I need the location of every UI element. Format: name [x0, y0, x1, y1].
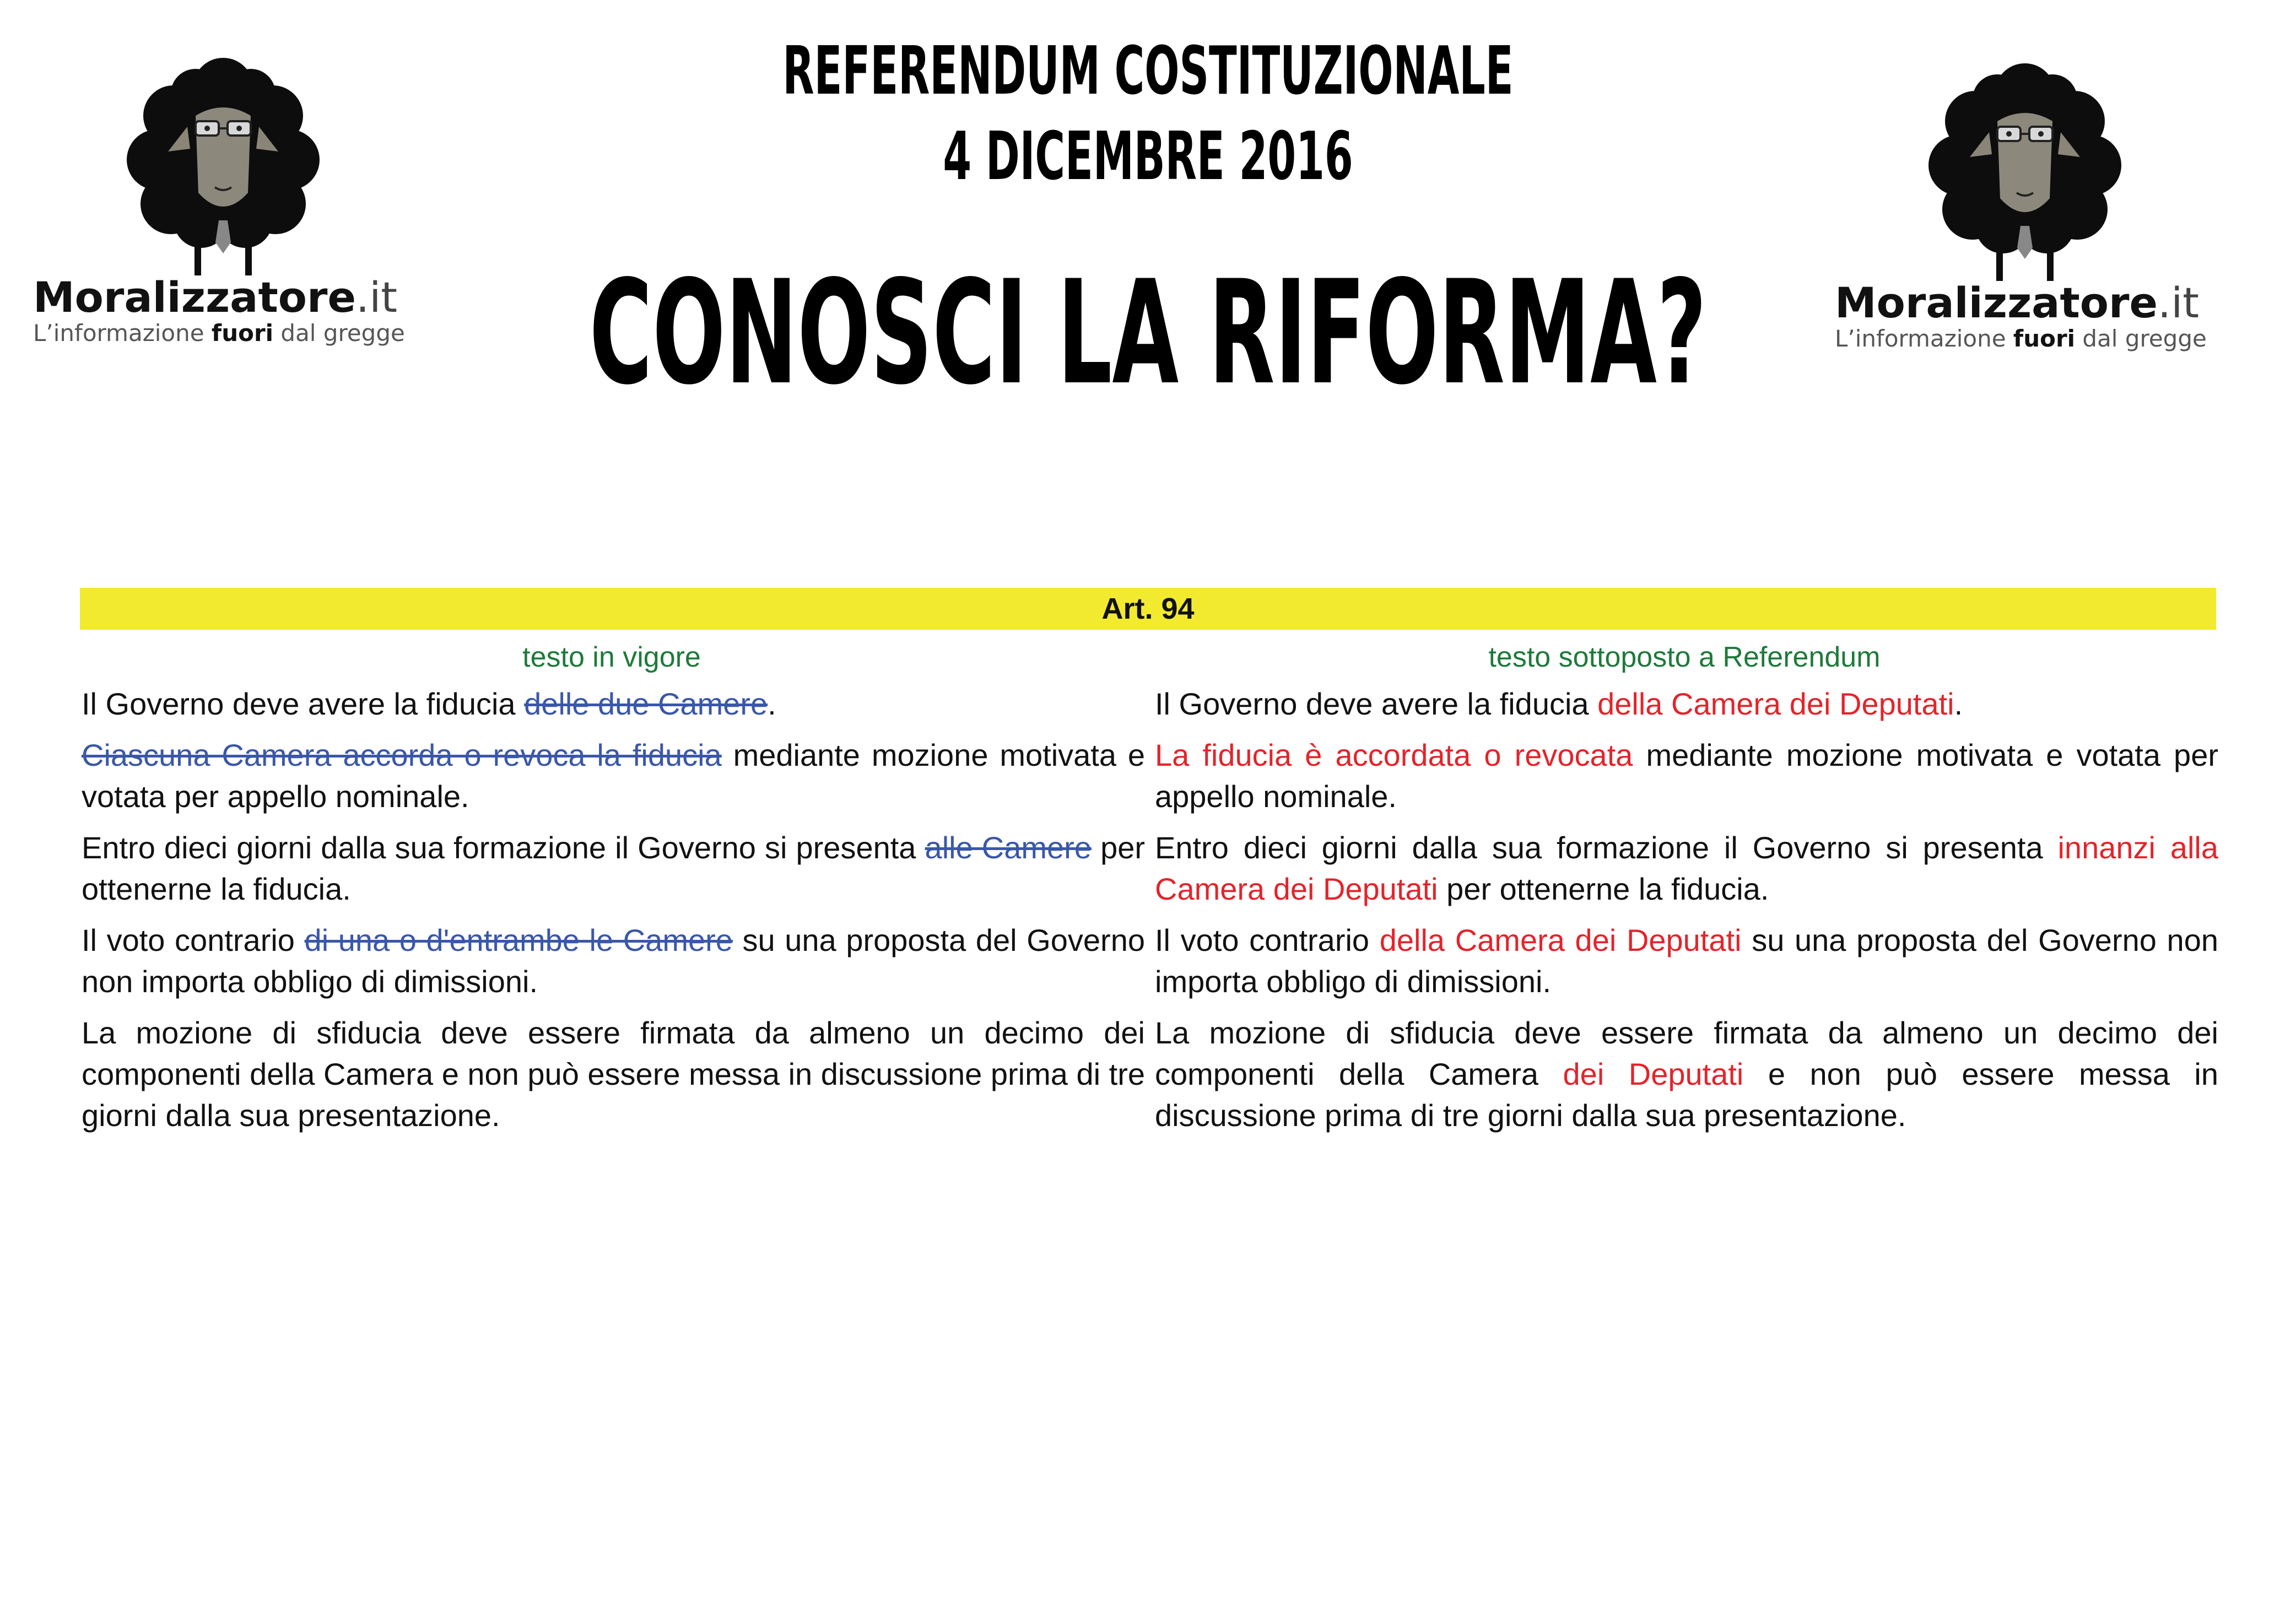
paragraph-current-1: [82, 683, 1145, 724]
logo-right: [1835, 61, 2207, 369]
sheep-mascot-icon: [1926, 61, 2124, 286]
text-segment: su una proposta del Governo non importa obbligo di dimissioni.: [1155, 923, 2218, 999]
paragraph-referendum-5: [1155, 1012, 2218, 1136]
inserted-text: La fiducia è accordata o revocata: [1155, 738, 1633, 772]
inserted-text: innanzi alla Camera dei Deputati: [1155, 830, 2218, 906]
header-title-referendum: REFERENDUM COSTITUZIONALE: [782, 33, 1514, 110]
paragraph-referendum-4: [1155, 919, 2218, 1002]
logo-tagline-after: dal gregge: [2075, 325, 2207, 352]
logo-brand: [1835, 278, 2198, 328]
text-segment: Entro dieci giorni dalla sua formazione il Governo si presenta: [1155, 830, 2058, 865]
logo-tagline-after: dal gregge: [273, 320, 405, 347]
inserted-text: della Camera dei Deputati: [1379, 923, 1742, 957]
column-heading-referendum: testo sottoposto a Referendum: [1488, 641, 1881, 673]
logo-tagline-before: L’informazione: [33, 320, 212, 347]
logo-tagline-emph: fuori: [2013, 325, 2076, 352]
text-segment: mediante mozione motivata e votata per appello nominale.: [82, 738, 1145, 814]
text-segment: La mozione di sfiducia deve essere firmata da almeno un decimo dei componenti della Camera: [1155, 1015, 2218, 1091]
deleted-text: delle due Camere: [524, 686, 768, 721]
text-segment: Il Governo deve avere la fiducia: [82, 686, 525, 721]
deleted-text: di una o d'entrambe le Camere: [304, 923, 733, 957]
paragraph-current-3: [82, 827, 1145, 910]
text-segment: per ottenerne la fiducia.: [82, 830, 1146, 906]
inserted-text: della Camera dei Deputati: [1597, 686, 1954, 721]
text-segment: per ottenerne la fiducia.: [1438, 872, 1769, 906]
logo-brand-name: Moralizzatore: [33, 273, 356, 322]
text-segment: Entro dieci giorni dalla sua formazione il Governo si presenta: [82, 830, 925, 865]
page-title: CONOSCI LA RIFORMA?: [589, 250, 1707, 416]
logo-tagline-emph: fuori: [211, 320, 274, 347]
paragraph-current-4: [82, 919, 1145, 1002]
logo-left: [33, 55, 405, 364]
paragraph-referendum-3: [1155, 827, 2218, 910]
logo-tagline: [33, 318, 405, 348]
deleted-text: alle Camere: [925, 830, 1092, 865]
column-heading-current: testo in vigore: [522, 641, 701, 673]
logo-brand: [33, 273, 397, 322]
text-segment: .: [1954, 686, 1963, 721]
text-segment: Il Governo deve avere la fiducia: [1155, 686, 1598, 721]
text-segment: .: [768, 686, 776, 721]
text-segment: mediante mozione motivata e votata per appello nominale.: [1155, 738, 2218, 814]
paragraph-referendum-2: [1155, 734, 2218, 817]
paragraph-referendum-1: [1155, 683, 2218, 724]
article-title-band: Art. 94: [80, 588, 2216, 630]
column-referendum-text: [1155, 683, 2218, 1146]
logo-brand-tld: .it: [2158, 278, 2200, 327]
paragraph-current-2: [82, 734, 1145, 817]
text-segment: su una proposta del Governo non importa obbligo di dimissioni.: [82, 923, 1145, 999]
logo-tagline: [1835, 324, 2207, 354]
logo-brand-tld: .it: [356, 273, 398, 322]
paragraph-current-5: [82, 1012, 1145, 1136]
logo-brand-name: Moralizzatore: [1835, 278, 2158, 327]
logo-tagline-before: L’informazione: [1835, 325, 2013, 352]
text-segment: La mozione di sfiducia deve essere firmata da almeno un decimo dei componenti della Camera e non può essere messa in discussione prima di tre giorni dalla sua presentazione.: [82, 1015, 1145, 1133]
column-current-text: [82, 683, 1145, 1146]
sheep-mascot-icon: [124, 55, 322, 281]
text-segment: Il voto contrario: [82, 923, 305, 957]
text-segment: e non può essere messa in discussione prima di tre giorni dalla sua presentazione.: [1155, 1057, 2219, 1133]
header-date: 4 DICEMBRE 2016: [943, 118, 1353, 195]
inserted-text: dei Deputati: [1563, 1057, 1744, 1091]
text-segment: Il voto contrario: [1155, 923, 1380, 957]
deleted-text: Ciascuna Camera accorda o revoca la fiducia: [82, 738, 722, 772]
